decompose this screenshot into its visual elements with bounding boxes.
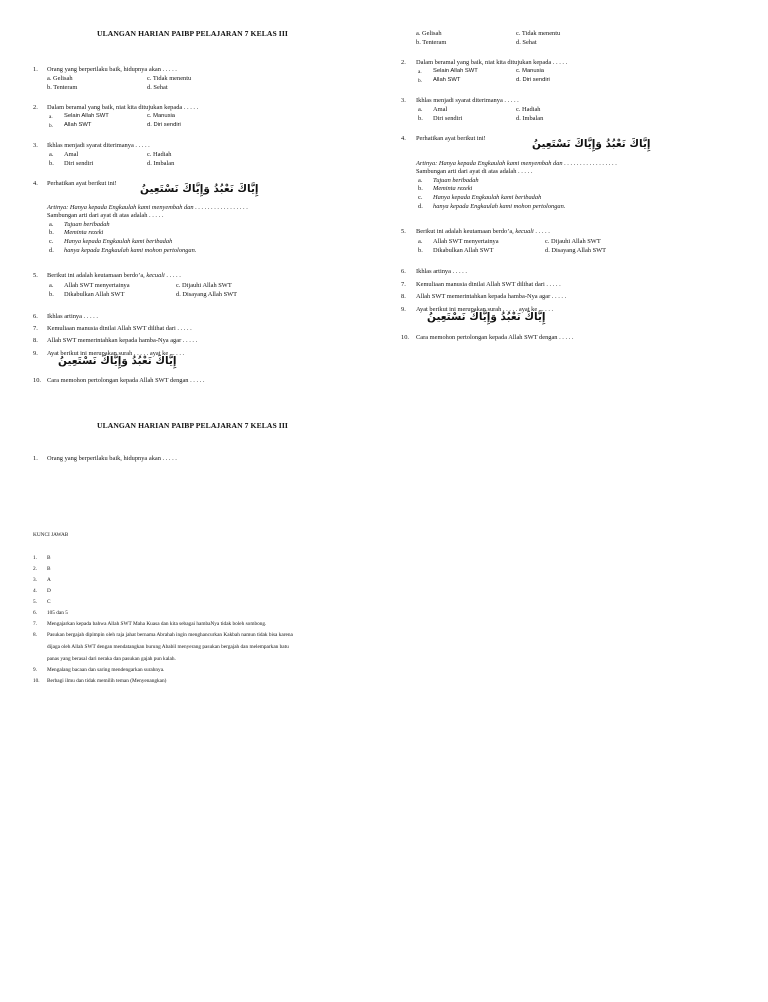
option-b-label: b.: [418, 115, 423, 122]
question-number: 2.: [401, 59, 406, 66]
option-d: hanya kepada Engkaulah kami mohon pertolongan.: [433, 203, 566, 210]
option-c: c. Dijauhi Allah SWT: [545, 238, 601, 245]
option-b-label: b.: [49, 291, 54, 298]
right-question-9-number: 9.: [401, 306, 406, 313]
option-c: Hanya kepada Engkaulah kami beribadah: [433, 194, 542, 201]
page-title-repeat: ULANGAN HARIAN PAIBP PELAJARAN 7 KELAS III: [97, 421, 288, 430]
option-d-label: d.: [49, 247, 54, 254]
right-question-7-text: Kemuliaan manusia dinilai Allah SWT dilihat dari . . . . .: [416, 281, 561, 288]
option-d: d. Sehat: [516, 39, 537, 46]
option-c-label: c.: [418, 194, 423, 201]
translation-text: Artinya: Hanya kepada Engkaulah kami menyembah dan . . . . . . . . . . . . . . . . .: [416, 160, 617, 167]
question-text: Dalam beramal yang baik, niat kita ditujukan kepada . . . . .: [47, 104, 199, 111]
question-number: 3.: [401, 97, 406, 104]
question-number: 2.: [33, 104, 38, 111]
question-text: [47, 272, 181, 279]
question-text-main: Berikut ini adalah keutamaan berdo’a,: [416, 228, 516, 235]
answer-text: 105 dan 5: [47, 610, 68, 616]
option-b: Dikabulkan Allah SWT: [433, 247, 494, 254]
sambungan-text: Sambungan arti dari ayat di atas adalah . . . . .: [416, 168, 533, 175]
option-d: d. Disayang Allah SWT: [545, 247, 607, 254]
answer-number: 6.: [33, 610, 37, 616]
option-b-label: b.: [418, 185, 423, 192]
option-b-label: b.: [418, 78, 422, 84]
question-number: 5.: [33, 272, 38, 279]
option-c: c. Manusia: [147, 113, 176, 119]
option-b-label: b.: [49, 123, 53, 129]
option-d-label: d.: [418, 203, 423, 210]
option-a: Selain Allah SWT: [433, 68, 478, 74]
answer-number: 4.: [33, 588, 37, 594]
option-d: d. Diri sendiri: [516, 77, 550, 83]
question-number: 3.: [33, 142, 38, 149]
answer-text: Mengajarkan kepada bahwa Allah SWT Maha Kuasa dan kita sebagai hambaNya tidak boleh sombong.: [47, 621, 267, 627]
answer-number: 8.: [33, 632, 37, 638]
question-text: [416, 228, 550, 235]
option-c: c. Dijauhi Allah SWT: [176, 282, 232, 289]
second-question-1-text: Orang yang berperilaku baik, hidupnya akan . . . . .: [47, 455, 177, 462]
arabic-verse-q9: إِيَّاكَ نَعْبُدُ وَإِيَّاكَ نَسْتَعِينُ: [427, 311, 546, 323]
question-8-text: Allah SWT memerintahkan kepada hamba-Nya agar . . . . .: [47, 337, 198, 344]
question-number: 1.: [33, 66, 38, 73]
option-c: Hanya kepada Engkaulah kami beribadah: [64, 238, 173, 245]
option-a: a. Gelisah: [416, 30, 442, 37]
option-b: Dikabulkan Allah SWT: [64, 291, 125, 298]
answer-text: Mengalang bacaan dan saring mendengarkan surahnya.: [47, 667, 165, 673]
option-c-label: c.: [49, 238, 54, 245]
answer-number: 10.: [33, 678, 40, 684]
option-a-label: a.: [49, 151, 54, 158]
option-b: Allah SWT: [433, 77, 461, 83]
answer-number: 9.: [33, 667, 37, 673]
question-text: Dalam beramal yang baik, niat kita ditujukan kepada . . . . .: [416, 59, 568, 66]
question-text: Perhatikan ayat berikut ini!: [416, 135, 486, 142]
answer-text: Pasukan bergajah dipimpin oleh raja jahat bernama Abrahah ingin menghancurkan Kakbah namun tidak bisa karena: [47, 632, 293, 638]
option-d: hanya kepada Engkaulah kami mohon pertolongan.: [64, 247, 197, 254]
answer-text: B: [47, 555, 51, 561]
question-number: 5.: [401, 228, 406, 235]
question-number: 4.: [401, 135, 406, 142]
answer-text: D: [47, 588, 51, 594]
answer-number: 3.: [33, 577, 37, 583]
question-9-text: Ayat berikut ini merupakan surah . . . . . ayat ke . . . . .: [47, 350, 185, 357]
answer-key-heading: KUNCI JAWAB: [33, 532, 69, 538]
option-a-label: a.: [49, 221, 54, 228]
option-a: Selain Allah SWT: [64, 113, 109, 119]
question-8-number: 8.: [33, 337, 38, 344]
question-6-number: 6.: [33, 313, 38, 320]
question-text: Ikhlas menjadi syarat diterimanya . . . . .: [47, 142, 150, 149]
question-text: Ikhlas menjadi syarat diterimanya . . . . .: [416, 97, 519, 104]
option-a: Allah SWT menyertainya: [64, 282, 130, 289]
sambungan-text: Sambungan arti dari ayat di atas adalah . . . . .: [47, 212, 164, 219]
answer-text: A: [47, 577, 51, 583]
question-10-text: Cara memohon pertolongan kepada Allah SWT dengan . . . . .: [47, 377, 205, 384]
option-b: Allah SWT: [64, 122, 92, 128]
option-a-label: a.: [418, 177, 423, 184]
question-text: Orang yang berperilaku baik, hidupnya akan . . . . .: [47, 66, 177, 73]
answer-text: Berbagi ilmu dan tidak memilih teman (Menyenangkan): [47, 678, 167, 684]
option-c: c. Hadiah: [147, 151, 172, 158]
question-text-emphasis: kecuali: [515, 228, 534, 235]
option-b-label: b.: [418, 247, 423, 254]
translation-text: Artinya: Hanya kepada Engkaulah kami menyembah dan . . . . . . . . . . . . . . . . .: [47, 204, 248, 211]
arabic-verse-q9: إِيَّاكَ نَعْبُدُ وَإِيَّاكَ نَسْتَعِينُ: [58, 355, 177, 367]
option-a-label: a.: [49, 282, 54, 289]
option-b-label: b.: [49, 229, 54, 236]
answer-number: 1.: [33, 555, 37, 561]
option-c: c. Hadiah: [516, 106, 541, 113]
page-title: ULANGAN HARIAN PAIBP PELAJARAN 7 KELAS III: [97, 29, 288, 38]
answer-text: C: [47, 599, 51, 605]
option-b: Meminta rezeki: [433, 185, 473, 192]
option-a-label: a.: [418, 238, 423, 245]
option-a: Amal: [433, 106, 448, 113]
right-question-10-number: 10.: [401, 334, 409, 341]
right-question-8-text: Allah SWT memerintahkan kepada hamba-Nya agar . . . . .: [416, 293, 567, 300]
answer-number: 5.: [33, 599, 37, 605]
question-number: 4.: [33, 180, 38, 187]
question-text-dots: . . . . .: [164, 272, 181, 279]
option-a-label: a.: [49, 114, 53, 120]
option-b: Meminta rezeki: [64, 229, 104, 236]
right-question-6-text: Ikhlas artinya . . . . .: [416, 268, 467, 275]
arabic-verse: إِيَّاكَ نَعْبُدُ وَإِيَّاكَ نَسْتَعِينُ: [532, 138, 651, 150]
option-a: a. Gelisah: [47, 75, 73, 82]
question-6-text: Ikhlas artinya . . . . .: [47, 313, 98, 320]
second-question-1-number: 1.: [33, 455, 38, 462]
question-9-number: 9.: [33, 350, 38, 357]
answer-text-line-2: dijaga oleh Allah SWT dengan mendatangkan burung Ababil menyerang pasukan bergajah dan melemparkan batu: [47, 644, 289, 650]
option-d: d. Disayang Allah SWT: [176, 291, 238, 298]
answer-number: 2.: [33, 566, 37, 572]
question-10-number: 10.: [33, 377, 41, 384]
option-a: Amal: [64, 151, 79, 158]
question-text-emphasis: kecuali: [146, 272, 165, 279]
option-c: c. Tidak menentu: [147, 75, 192, 82]
option-a: Tujuan beribadah: [433, 177, 479, 184]
option-d: d. Imbalan: [516, 115, 544, 122]
option-b: Diri sendiri: [64, 160, 94, 167]
option-a-label: a.: [418, 69, 422, 75]
answer-number: 7.: [33, 621, 37, 627]
option-d: d. Imbalan: [147, 160, 175, 167]
question-text: Perhatikan ayat berikut ini!: [47, 180, 117, 187]
question-text-dots: . . . . .: [533, 228, 550, 235]
right-question-10-text: Cara memohon pertolongan kepada Allah SWT dengan . . . . .: [416, 334, 574, 341]
right-question-7-number: 7.: [401, 281, 406, 288]
option-d: d. Sehat: [147, 84, 168, 91]
question-7-number: 7.: [33, 325, 38, 332]
option-a: Allah SWT menyertainya: [433, 238, 499, 245]
option-a-label: a.: [418, 106, 423, 113]
question-text-main: Berikut ini adalah keutamaan berdo’a,: [47, 272, 147, 279]
right-question-6-number: 6.: [401, 268, 406, 275]
answer-text: B: [47, 566, 51, 572]
option-c: c. Tidak menentu: [516, 30, 561, 37]
arabic-verse: إِيَّاكَ نَعْبُدُ وَإِيَّاكَ نَسْتَعِينُ: [140, 183, 259, 195]
option-d: d. Diri sendiri: [147, 122, 181, 128]
right-question-9-text: Ayat berikut ini merupakan surah . . . . . ayat ke . . . . .: [416, 306, 554, 313]
right-question-8-number: 8.: [401, 293, 406, 300]
answer-text-line-3: panas yang berasal dari neraka dan pasukan gajah pun kalah.: [47, 656, 176, 662]
option-b: Diri sendiri: [433, 115, 463, 122]
option-b: b. Tenteram: [47, 84, 78, 91]
option-a: Tujuan beribadah: [64, 221, 110, 228]
question-7-text: Kemuliaan manusia dinilai Allah SWT dilihat dari . . . . .: [47, 325, 192, 332]
option-c: c. Manusia: [516, 68, 545, 74]
option-b: b. Tenteram: [416, 39, 447, 46]
option-b-label: b.: [49, 160, 54, 167]
